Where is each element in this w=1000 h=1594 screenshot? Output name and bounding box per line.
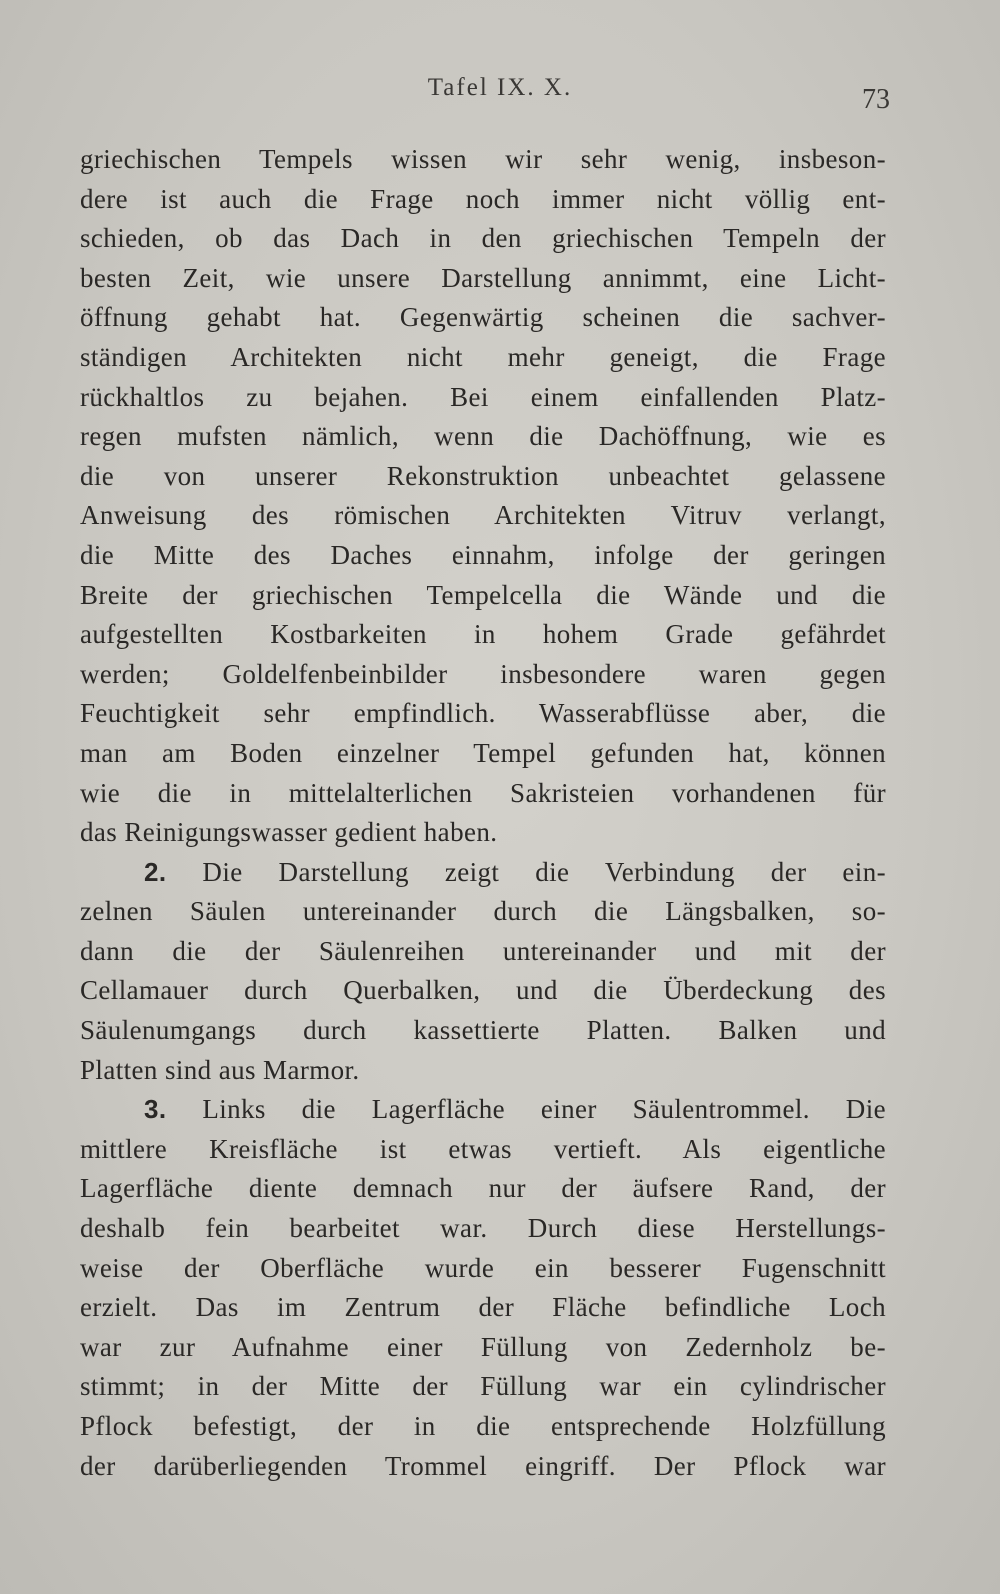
body-text (80, 140, 886, 1486)
text-line: schieden, ob das Dach in den griechischen Tempeln der (80, 223, 886, 254)
text-line: man am Boden einzelner Tempel gefunden hat, können (80, 737, 886, 768)
text-line: wie die in mittelalterlichen Sakristeien vorhandenen für (80, 777, 886, 808)
text-line: mittlere Kreisfläche ist etwas vertieft. Als eigentliche (80, 1133, 886, 1164)
paragraph-3-first-line (80, 1090, 886, 1130)
text-line: Anweisung des römischen Architekten Vitruv verlangt, (80, 500, 886, 531)
text-line: ständigen Architekten nicht mehr geneigt, die Frage (80, 341, 886, 372)
text-line: werden; Goldelfenbeinbilder insbesondere waren gegen (80, 658, 886, 689)
text-line: aufgestellten Kostbarkeiten in hohem Grade gefährdet (80, 619, 886, 650)
text-line: Feuchtigkeit sehr empfindlich. Wasserabflüsse aber, die (80, 698, 886, 729)
text-line: griechischen Tempels wissen wir sehr wenig, insbeson- (80, 144, 886, 174)
text-line: war zur Aufnahme einer Füllung von Zedernholz be- (80, 1331, 886, 1362)
text-line: öffnung gehabt hat. Gegenwärtig scheinen die sachver- (80, 302, 886, 333)
paragraph-2-first-line (80, 853, 886, 893)
text-line: dann die der Säulenreihen untereinander und mit der (80, 935, 886, 966)
text-line: Links die Lagerfläche einer Säulentrommel. Die (202, 1094, 886, 1125)
text-line: Säulenumgangs durch kassettierte Platten. Balken und (80, 1015, 886, 1046)
text-line: erzielt. Das im Zentrum der Fläche befindliche Loch (80, 1292, 886, 1323)
text-line: dere ist auch die Frage noch immer nicht völlig ent- (80, 183, 886, 214)
text-line: Platten sind aus Marmor. (80, 1054, 360, 1085)
paragraph-number: 3. (144, 1094, 167, 1125)
text-line: die Mitte des Daches einnahm, infolge der geringen (80, 539, 886, 570)
text-line: rückhaltlos zu bejahen. Bei einem einfallenden Platz- (80, 381, 886, 412)
text-line: der darüberliegenden Trommel eingriff. Der Pflock war (80, 1450, 886, 1481)
text-line: stimmt; in der Mitte der Füllung war ein cylindrischer (80, 1371, 886, 1402)
text-line: deshalb fein bearbeitet war. Durch diese Herstellungs- (80, 1213, 886, 1244)
text-line: zelnen Säulen untereinander durch die Längsbalken, so- (80, 896, 886, 927)
text-line: regen mufsten nämlich, wenn die Dachöffnung, wie es (80, 421, 886, 452)
text-line: Breite der griechischen Tempelcella die Wände und die (80, 579, 886, 610)
text-line: die von unserer Rekonstruktion unbeachtet gelassene (80, 460, 886, 491)
text-line: Cellamauer durch Querbalken, und die Überdeckung des (80, 975, 886, 1006)
text-line: Lagerfläche diente demnach nur der äufsere Rand, der (80, 1173, 886, 1204)
text-line: weise der Oberfläche wurde ein besserer Fugenschnitt (80, 1252, 886, 1283)
text-line: Die Darstellung zeigt die Verbindung der ein- (202, 856, 886, 887)
text-line: das Reinigungswasser gedient haben. (80, 817, 498, 848)
paragraph-number: 2. (144, 856, 167, 887)
text-line: besten Zeit, wie unsere Darstellung annimmt, eine Licht- (80, 262, 886, 293)
page-number: 73 (862, 84, 890, 115)
text-line: Pflock befestigt, der in die entsprechende Holzfüllung (80, 1411, 886, 1441)
running-title: Tafel IX. X. (427, 74, 573, 101)
